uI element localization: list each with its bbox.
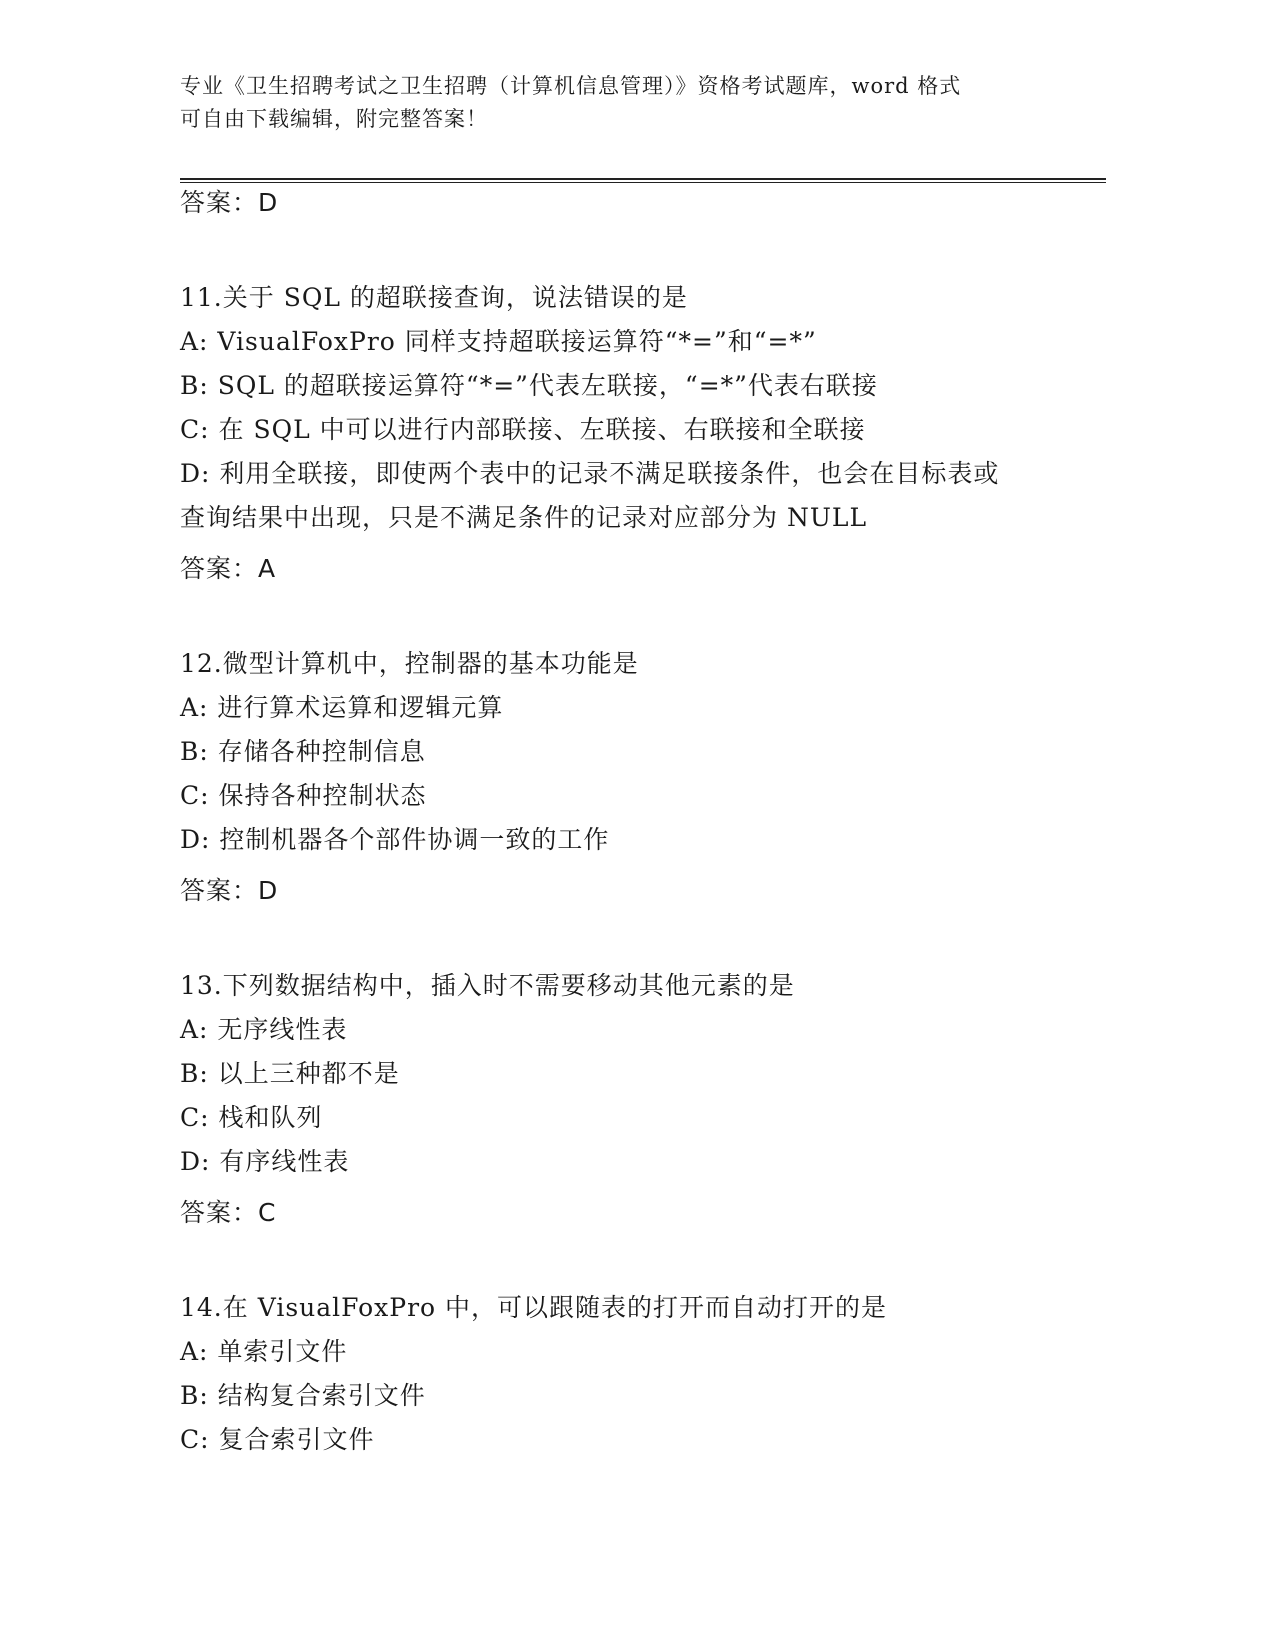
question-13 [180, 964, 1110, 1228]
option-a: A: 无序线性表 [180, 1015, 348, 1044]
answer-line: 答案：D [180, 188, 279, 217]
option-b: B: 以上三种都不是 [180, 1059, 400, 1088]
header-line-2: 可自由下载编辑，附完整答案！ [180, 107, 488, 131]
option-c: C: 保持各种控制状态 [180, 781, 427, 810]
question-12 [180, 642, 1110, 906]
header-divider [180, 178, 1106, 183]
question-stem: 11.关于 SQL 的超联接查询，说法错误的是 [180, 283, 688, 312]
option-c: C: 栈和队列 [180, 1103, 323, 1132]
option-d: D: 利用全联接，即使两个表中的记录不满足联接条件，也会在目标表或查询结果中出现，只是不满足条件的记录对应部分为 NULL [180, 459, 1000, 532]
option-c: C: 在 SQL 中可以进行内部联接、左联接、右联接和全联接 [180, 415, 866, 444]
option-b: B: 结构复合索引文件 [180, 1381, 426, 1410]
document-body [180, 188, 1110, 1462]
question-14 [180, 1286, 1110, 1462]
option-d: D: 控制机器各个部件协调一致的工作 [180, 825, 610, 854]
question-stem: 13.下列数据结构中，插入时不需要移动其他元素的是 [180, 971, 795, 1000]
option-a: A: 单索引文件 [180, 1337, 348, 1366]
header-line-1: 专业《卫生招聘考试之卫生招聘（计算机信息管理）》资格考试题库，word 格式 [180, 74, 962, 98]
answer-line: 答案：D [180, 876, 279, 905]
question-stem: 12.微型计算机中，控制器的基本功能是 [180, 649, 639, 678]
answer-line: 答案：C [180, 1198, 277, 1227]
question-stem: 14.在 VisualFoxPro 中，可以跟随表的打开而自动打开的是 [180, 1293, 888, 1322]
answer-line: 答案：A [180, 554, 277, 583]
option-a: A: VisualFoxPro 同样支持超联接运算符“*=”和“=*” [180, 327, 817, 356]
document-header [180, 70, 1060, 136]
question-11 [180, 276, 1110, 584]
option-c: C: 复合索引文件 [180, 1425, 375, 1454]
option-d: D: 有序线性表 [180, 1147, 350, 1176]
option-a: A: 进行算术运算和逻辑元算 [180, 693, 504, 722]
option-b: B: SQL 的超联接运算符“*=”代表左联接，“=*”代表右联接 [180, 371, 878, 400]
option-b: B: 存储各种控制信息 [180, 737, 426, 766]
